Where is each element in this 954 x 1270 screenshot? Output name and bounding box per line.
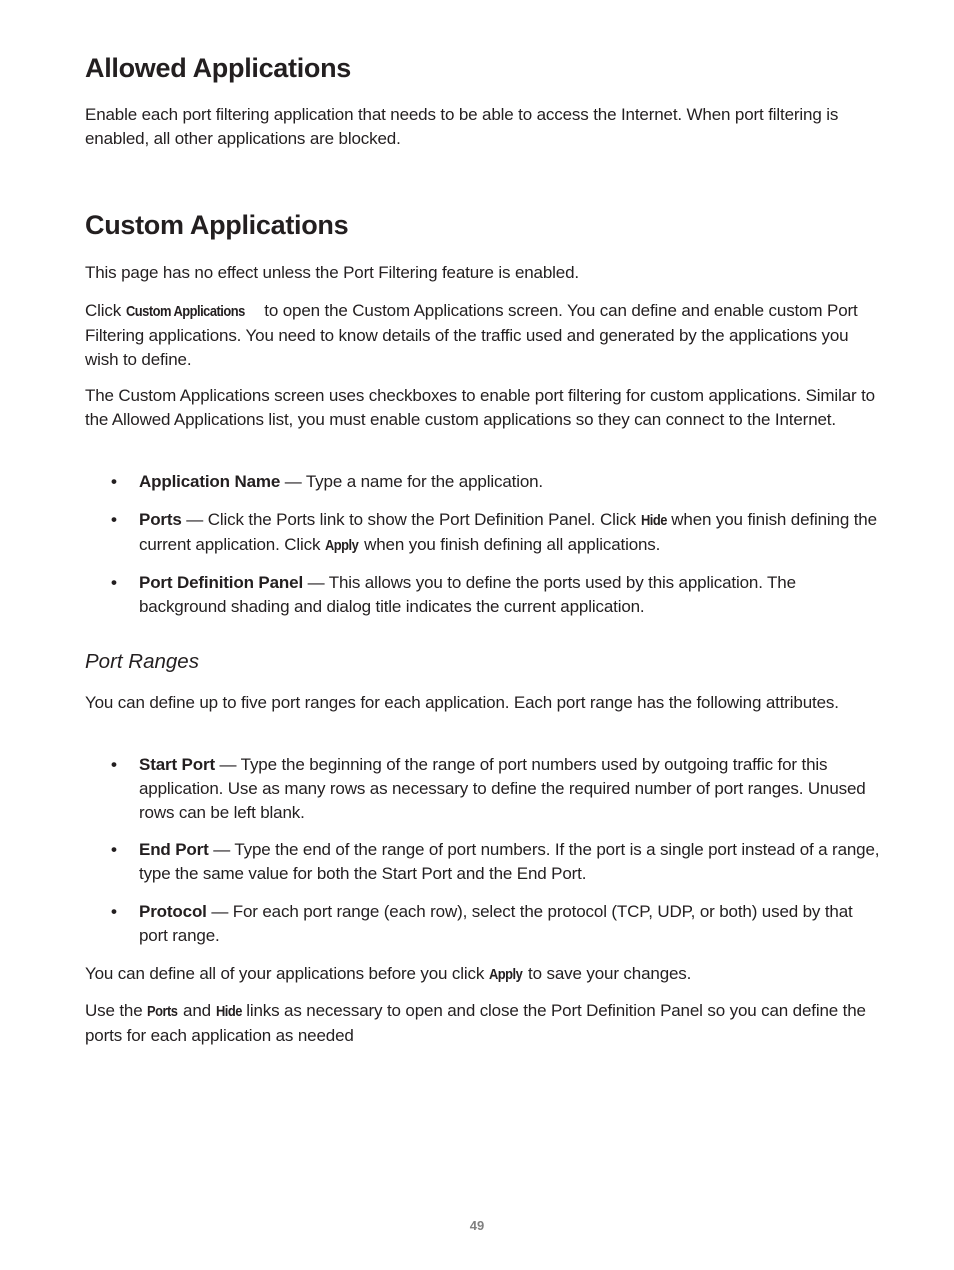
- bullet-text: — Type the end of the range of port numbers. If the port is a single port instead of a range, type the same value for both the Start Port and the End Port.: [139, 840, 880, 883]
- bullet-text: — Type a name for the application.: [280, 472, 544, 491]
- text-run: to open the Custom Applications screen. You can define and enable custom Port Filtering applications. You need to know details of the traffic used and generated by the applications you wish to define.: [85, 301, 858, 369]
- page-number: 49: [469, 1218, 485, 1233]
- text-run: to save your changes.: [523, 964, 692, 983]
- ports-hide-links-paragraph: [85, 999, 885, 1048]
- text-run: You can define all of your applications before you click: [85, 964, 489, 983]
- custom-applications-heading: Custom Applications: [85, 210, 349, 240]
- bullet-application-name: [85, 470, 884, 494]
- bullet-text: — Click the Ports link to show the Port Definition Panel. Click: [181, 510, 641, 529]
- bullet-protocol: [85, 900, 884, 948]
- custom-applications-note: This page has no effect unless the Port Filtering feature is enabled.: [85, 263, 579, 282]
- bullet-text: — This allows you to define the ports used by this application. The background shading and dialog title indicates the current application.: [139, 573, 796, 616]
- ui-label-apply: Apply: [324, 537, 359, 554]
- custom-applications-intro: [85, 299, 885, 372]
- bullet-term: Application Name: [139, 472, 281, 491]
- ui-label-custom-applications: Custom Applications: [125, 303, 245, 320]
- bullet-term: Start Port: [139, 755, 215, 774]
- custom-applications-bullet-list: [85, 470, 885, 619]
- apply-paragraph: [85, 962, 885, 987]
- bullet-term: End Port: [139, 840, 209, 859]
- text-run: and: [178, 1001, 216, 1020]
- port-ranges-paragraph: You can define up to five port ranges for each application. Each port range has the following attributes.: [85, 693, 839, 712]
- bullet-start-port: [85, 753, 884, 825]
- bullet-term: Port Definition Panel: [139, 573, 304, 592]
- bullet-text: when you finish defining the current application. Click: [139, 510, 877, 554]
- ui-label-apply: Apply: [488, 966, 523, 983]
- bullet-term: Ports: [139, 510, 182, 529]
- bullet-text: — Type the beginning of the range of port numbers used by outgoing traffic for this application. Use as many rows as necessary to define the required number of port ranges. Unused rows can be left blank.: [139, 755, 866, 822]
- bullet-term: Protocol: [139, 902, 207, 921]
- bullet-end-port: [85, 838, 884, 886]
- ui-label-hide: Hide: [640, 512, 667, 529]
- custom-applications-screen-paragraph: The Custom Applications screen uses checkboxes to enable port filtering for custom applications. Similar to the Allowed Applications list, you must enable custom applications so they can connect to the Internet.: [85, 386, 875, 429]
- bullet-text: when you finish defining all applications.: [359, 535, 661, 554]
- text-run: links as necessary to open and close the Port Definition Panel so you can define the ports for each application as needed: [85, 1001, 866, 1045]
- bullet-ports: [85, 508, 884, 558]
- port-ranges-bullet-list: [85, 753, 885, 948]
- ui-label-ports: Ports: [147, 1003, 178, 1020]
- text-run: Click: [85, 301, 126, 320]
- text-run: Use the: [85, 1001, 148, 1020]
- bullet-text: — For each port range (each row), select the protocol (TCP, UDP, or both) used by that port range.: [139, 902, 853, 945]
- bullet-port-definition-panel: [85, 571, 884, 619]
- port-ranges-heading: Port Ranges: [85, 650, 199, 673]
- allowed-applications-paragraph: Enable each port filtering application that needs to be able to access the Internet. When port filtering is enabled, all other applications are blocked.: [85, 105, 839, 148]
- ui-label-hide: Hide: [215, 1003, 242, 1020]
- allowed-applications-heading: Allowed Applications: [85, 53, 352, 83]
